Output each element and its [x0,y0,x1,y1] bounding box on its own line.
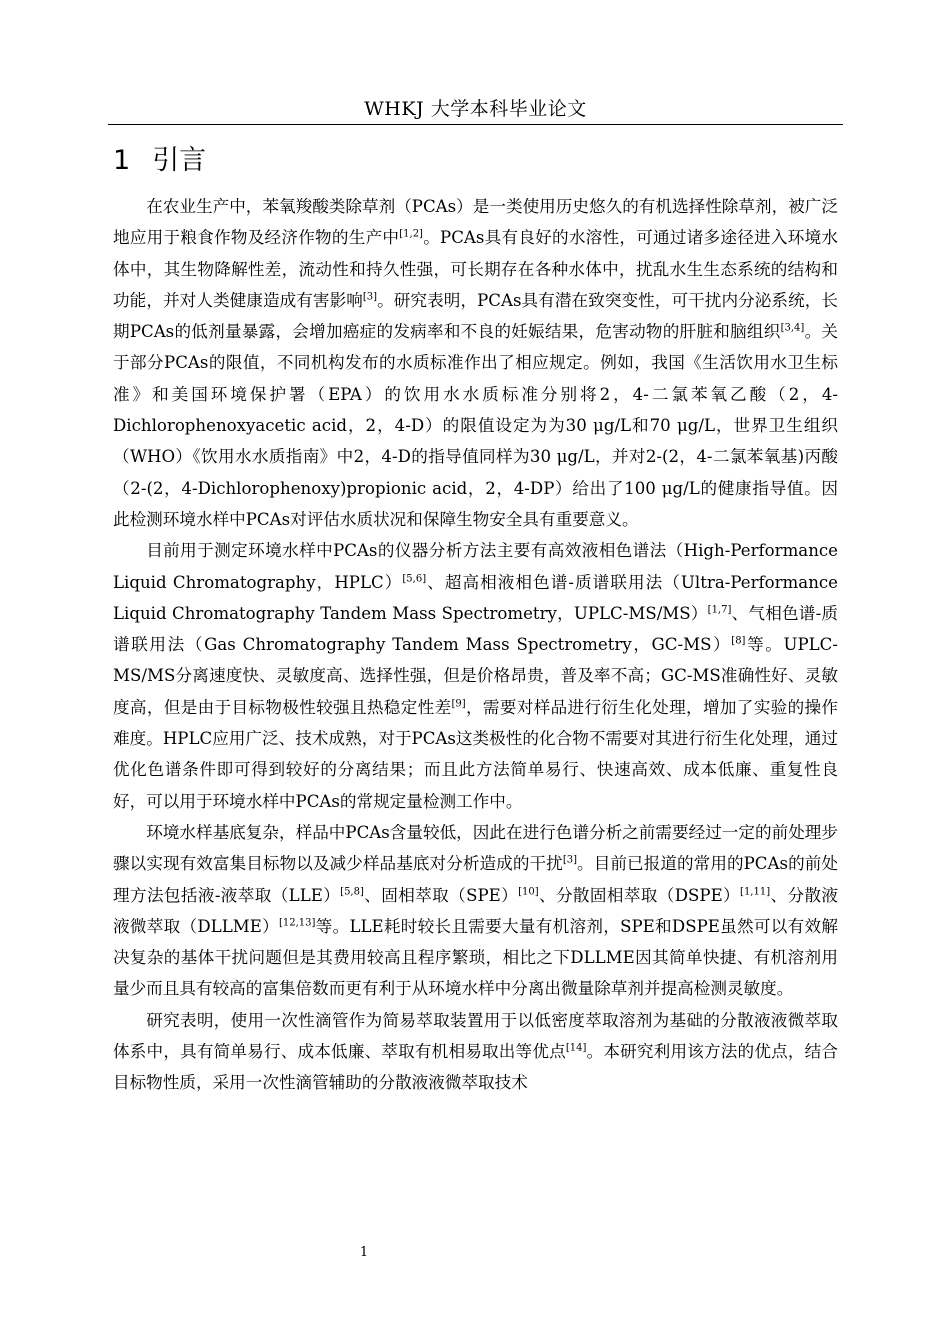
citation-marker: [3,4] [780,322,805,334]
section-title: 引言 [152,145,207,176]
citation-marker: [1,2] [399,228,423,240]
paragraph-3: 环境水样基底复杂，样品中PCAs含量较低，因此在进行色谱分析之前需要经过一定的前处理步骤以实现有效富集目标物以及减少样品基底对分析造成的干扰[3]。目前已报道的常用的PCAs的前处理方法包括液-液萃取（LLE）[5,8]、固相萃取（SPE）[10]、分散固相萃取（DSPE）[1,11]、分散液液微萃取（DLLME）[12,13]等。LLE耗时较长且需要大量有机溶剂，SPE和DSPE虽然可以有效解决复杂的基体干扰问题但是其费用较高且程序繁琐，相比之下DLLME因其简单快捷、有机溶剂用量少而且具有较高的富集倍数而更有利于从环境水样中分离出微量除草剂并提高检测灵敏度。 [113,822,839,999]
body-text [113,191,838,1099]
citation-marker: [9] [451,698,466,710]
section-number: 1 [113,145,131,176]
paragraph-2: 目前用于测定环境水样中PCAs的仪器分析方法主要有高效液相色谱法（High-Performance Liquid Chromatography，HPLC）[5,6]、超高相液相色谱-质谱联用法（Ultra-Performance Liquid Chromatography Tandem Mass Spectrometry，UPLC-MS/MS）[1,7]、气相色谱-质谱联用法（Gas Chromatography Tandem Mass Spectrometry，GC-MS）[8]等。UPLC-MS/MS分离速度快、灵敏度高、选择性强，但是价格昂贵，普及率不高；GC-MS准确性好、灵敏度高，但是由于目标物极性较强且热稳定性差[9]，需要对样品进行衍生化处理，增加了实验的操作难度。HPLC应用广泛、技术成熟，对于PCAs这类极性的化合物不需要对其进行衍生化处理，通过优化色谱条件即可得到较好的分离结果；而且此方法简单易行、快速高效、成本低廉、重复性良好，可以用于环境水样中PCAs的常规定量检测工作中。 [113,541,839,811]
header-divider [108,124,843,125]
citation-marker: [8] [731,635,746,647]
page-number: 1 [359,1245,369,1260]
citation-marker: [3] [362,291,378,303]
citation-marker: [12,13] [278,917,316,929]
paragraph-1: 在农业生产中，苯氧羧酸类除草剂（PCAs）是一类使用历史悠久的有机选择性除草剂，被广泛地应用于粮食作物及经济作物的生产中[1,2]。PCAs具有良好的水溶性，可通过诸多途径进入环境水体中，其生物降解性差，流动性和持久性强，可长期存在各种水体中，扰乱水生生态系统的结构和功能，并对人类健康造成有害影响[3]。研究表明，PCAs具有潜在致突变性，可干扰内分泌系统，长期PCAs的低剂量暴露，会增加癌症的发病率和不良的妊娠结果，危害动物的肝脏和脑组织[3,4]。关于部分PCAs的限值，不同机构发布的水质标准作出了相应规定。例如，我国《生活饮用水卫生标准》和美国环境保护署（EPA）的饮用水水质标准分别将2，4-二氯苯氧乙酸（2，4-Dichlorophenoxyacetic acid，2，4-D）的限值设定为为30 μg/L和70 μg/L，世界卫生组织（WHO）《饮用水水质指南》中2，4-D的指导值同样为30 μg/L，并对2-(2，4-二氯苯氧基)丙酸（2-(2，4-Dichlorophenoxy)propionic acid，2，4-DP）给出了100 μg/L的健康指导值。因此检测环境水样中PCAs对评估水质状况和保障生物安全具有重要意义。 [113,197,839,529]
section-heading [113,145,206,177]
citation-marker: [14] [565,1042,587,1054]
running-header: WHKJ 大学本科毕业论文 [364,98,587,120]
citation-marker: [1,7] [707,604,732,616]
citation-marker: [3] [562,854,577,866]
citation-marker: [5,6] [402,573,427,585]
paragraph-4: 研究表明，使用一次性滴管作为简易萃取装置用于以低密度萃取溶剂为基础的分散液液微萃取体系中，具有简单易行、成本低廉、萃取有机相易取出等优点[14]。本研究利用该方法的优点，结合目标物性质，采用一次性滴管辅助的分散液液微萃取技术 [113,1010,839,1093]
citation-marker: [5,8] [340,886,364,897]
citation-marker: [1,11] [740,886,771,897]
citation-marker: [10] [518,886,539,897]
